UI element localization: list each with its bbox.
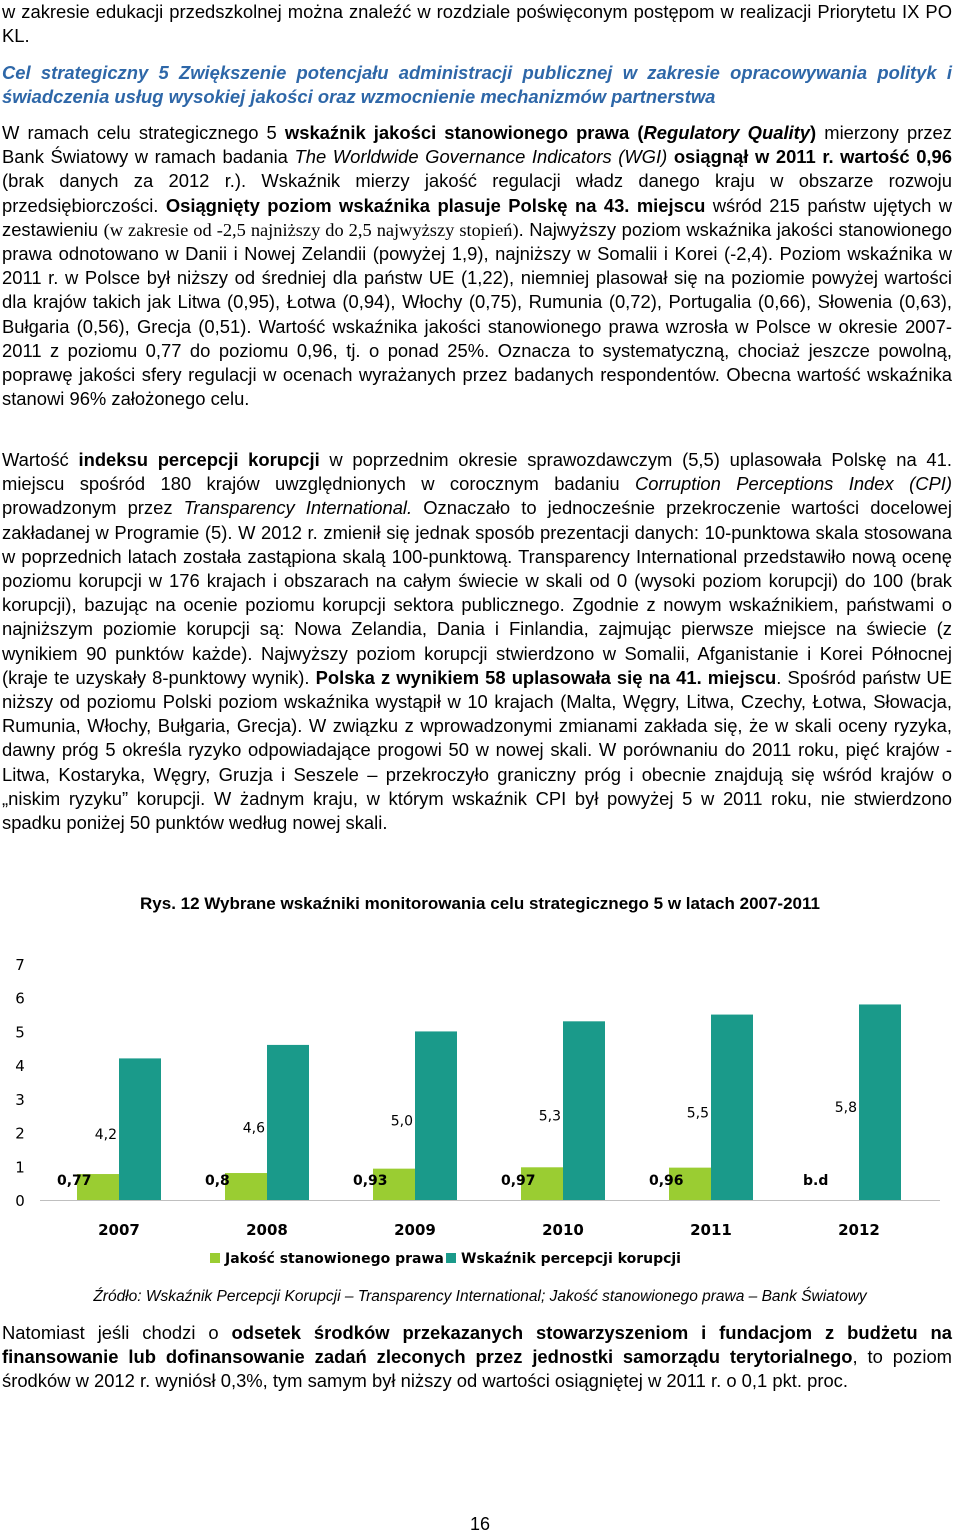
bar-wskaznik-percepcji-korupcji [119,1058,161,1200]
bar-wskaznik-percepcji-korupcji [563,1021,605,1200]
x-tick-label: 2009 [394,1221,436,1239]
legend-label-korupcja: Wskaźnik percepcji korupcji [461,1251,681,1267]
bar-wskaznik-percepcji-korupcji [415,1031,457,1200]
data-label-jakosc: 0,93 [353,1173,388,1189]
legend-swatch-korupcja [446,1253,456,1263]
data-label-jakosc: 0,97 [501,1173,536,1189]
text-run: prowadzonym przez [2,497,184,519]
text-run: . Najwyższy poziom wskaźnika jakości stanowionego prawa odnotowano w Danii i Nowej Zelandii (powyżej 1,9), najniższy w Somalii i Korei (-2,4). Poziom wskaźnika w 2011 r. w Polsce był niższy od średniej dla państw UE (1,22), niemniej plasował się na poziomie powyżej wartości dla krajów takich jak Litwa (0,95), Łotwa (0,94), Włochy (0,75), Rumunia (0,72), Portugalia (0,66), Słowenia (0,63), Bułgaria (0,56), Grecja (0,51). Wartość wskaźnika jakości stanowionego prawa wzrosła w Polsce w okresie 2007-2011 z poziomu 0,77 do poziomu 0,96, tj. o ponad 25%. Oznacza to systematyczną, chociaż jeszcze powolną, poprawę jakości sfery regulacji w ocenach wyrażanych przez badanych respondentów. Obecna wartość wskaźnika stanowi 96% założonego celu. [2,218,952,410]
section-heading-text: Cel strategiczny 5 Zwiększenie potencjału administracji publicznej w zakresie opracowywania polityk i świadczenia usług wysokiej jakości oraz wzmocnienie mechanizmów partnerstwa [2,62,952,108]
y-tick-label: 6 [15,989,25,1008]
data-label-jakosc: 0,77 [57,1173,92,1189]
text-run-italic: The Worldwide Governance Indicators (WGI) [294,146,668,168]
section-heading [2,61,952,109]
x-tick-label: 2008 [246,1221,288,1239]
text-run-serif: (w zakresie od -2,5 najniższy do 2,5 najwyższy stopień) [103,219,519,240]
text-run-bold: Osiągnięty poziom wskaźnika plasuje Polskę na 43. miejscu [165,194,706,216]
text-run: mierzony przez Bank Światowy w ramach badania [2,122,952,168]
text-run-bold: odsetek środków przekazanych stowarzyszeniom i fundacjom z budżetu na finansowanie lub dofinansowanie zadań zleconych przez jednostki samorządu terytorialnego [2,1322,953,1368]
text-run: , to poziom środków w 2012 r. wyniósł 0,3%, tym samym był niższy od wartości osiągniętej w 2011 r. o 0,1 pkt. proc. [2,1346,952,1392]
text-run-italic: Transparency International. [183,497,413,519]
data-label-korupcja: 5,8 [834,1100,857,1117]
text-run: wśród 215 państw ujętych w zestawieniu [2,194,952,240]
x-tick-label: 2012 [838,1221,880,1239]
text-run: Oznaczało to jednocześnie przekroczenie wartości docelowej zakładanej w Programie (5). W 2012 r. zmienił się jednak sposób prezentacji danych: 10-punktowa skala stosowana w poprzednich latach została zastąpiona skalą 100-punktową. Transparency International przedstawiło nową ocenę poziomu korupcji w 176 krajach i obszarach na całym świecie w skali od 0 (wysoki poziom korupcji) do 100 (brak korupcji), bazując na ocenie poziomu korupcji sektora publicznego. Zgodnie z nowym wskaźnikiem, państwami o najniższym poziomie korupcji są: Nowa Zelandia, Dania i Finlandia, zajmując pierwsze miejsce na świecie (z wynikiem 90 punktów każde). Najwyższy poziom korupcji stwierdzono w Somalii, Afganistanie i Korei Północnej (kraje te uzyskały 8-punktowy wynik). [2,497,952,688]
y-tick-label: 4 [15,1057,25,1076]
paragraph-corruption-index [2,448,952,835]
text-run-bold: osiągnął w 2011 r. wartość 0,96 [673,146,952,168]
intro-paragraph [2,0,952,48]
text-run-bold: wskaźnik jakości stanowionego prawa ( [284,122,644,143]
data-label-korupcja: 5,3 [538,1108,561,1125]
bar-wskaznik-percepcji-korupcji [711,1015,753,1200]
text-run-italic: Corruption Perceptions Index (CPI) [635,473,952,495]
text-run-bold: indeksu percepcji korupcji [78,449,320,470]
y-tick-label: 1 [15,1158,25,1177]
bar-wskaznik-percepcji-korupcji [267,1045,309,1200]
data-label-korupcja: 5,5 [686,1105,709,1122]
figure-caption: Rys. 12 Wybrane wskaźniki monitorowania celu strategicznego 5 w latach 2007-2011 [140,894,820,913]
x-tick-label: 2007 [98,1221,140,1239]
paragraph-regulatory-quality [2,121,952,411]
text-run: Wartość [2,449,79,470]
legend-label-jakosc: Jakość stanowionego prawa [225,1251,444,1267]
text-run: w poprzednim okresie sprawozdawczym (5,5) uplasowała Polskę na 41. miejscu spośród 180 krajów uwzględnionych w corocznym badaniu [2,449,952,495]
data-label-jakosc: 0,8 [205,1173,230,1189]
paragraph-ngo-funding [2,1321,952,1394]
figure-source: Źródło: Wskaźnik Percepcji Korupcji – Transparency International; Jakość stanowionego prawa – Bank Światowy [93,1288,867,1305]
legend-swatch-jakosc [210,1253,220,1263]
text-run: Natomiast jeśli chodzi o [2,1322,232,1343]
page-number: 16 [469,1514,491,1534]
text-run-bold: Polska z wynikiem 58 uplasowała się na 41. miejscu [315,666,777,688]
data-label-jakosc: b.d [803,1173,829,1189]
data-label-korupcja: 5,0 [390,1113,413,1130]
text-run: W ramach celu strategicznego 5 [2,122,285,143]
text-run-bold: ) [810,122,817,143]
x-tick-label: 2011 [690,1221,732,1239]
data-label-jakosc: 0,96 [649,1173,684,1189]
bar-jakosc-stanowionego-prawa [225,1173,267,1200]
bar-wskaznik-percepcji-korupcji [859,1004,901,1200]
text-run: . Spośród państw UE niższy od poziomu Polski poziom wskaźnika wystąpił w 10 krajach (Malta, Węgry, Litwa, Czechy, Łotwa, Słowacja, Rumunia, Włochy, Bułgaria, Grecja). W związku z wprowadzonymi zmianami zakłada się, że w skali oceny ryzyka, dawny próg 5 określa ryzyko odpowiadające progowi 50 w nowej skali. W porównaniu do 2011 roku, pięć krajów - Litwa, Kostaryka, Węgry, Gruzja i Seszele – przekroczyło graniczny próg i obecnie znajdują się wśród krajów o „niskim ryzyku” korupcji. W żadnym kraju, w którym wskaźnik CPI był powyżej 5 w 2011 roku, nie stwierdzono spadku poniżej 50 punktów według nowej skali. [2,666,952,834]
text-run: (brak danych za 2012 r.). Wskaźnik mierzy jakość regulacji władz danego kraju w obszarze rozwoju przedsiębiorczości. [2,170,952,216]
bar-chart [0,935,960,1275]
data-label-korupcja: 4,6 [242,1120,265,1137]
text-run [667,146,674,167]
x-tick-label: 2010 [542,1221,584,1239]
y-tick-label: 3 [15,1090,25,1109]
y-tick-label: 0 [15,1192,25,1210]
y-tick-label: 7 [15,956,25,974]
y-tick-label: 5 [15,1023,25,1042]
text-run-bold-italic: Regulatory Quality [643,122,811,143]
data-label-korupcja: 4,2 [94,1127,117,1144]
y-tick-label: 2 [15,1124,25,1143]
intro-text: w zakresie edukacji przedszkolnej można znaleźć w rozdziale poświęconym postępom w realizacji Priorytetu IX PO KL. [2,1,952,47]
